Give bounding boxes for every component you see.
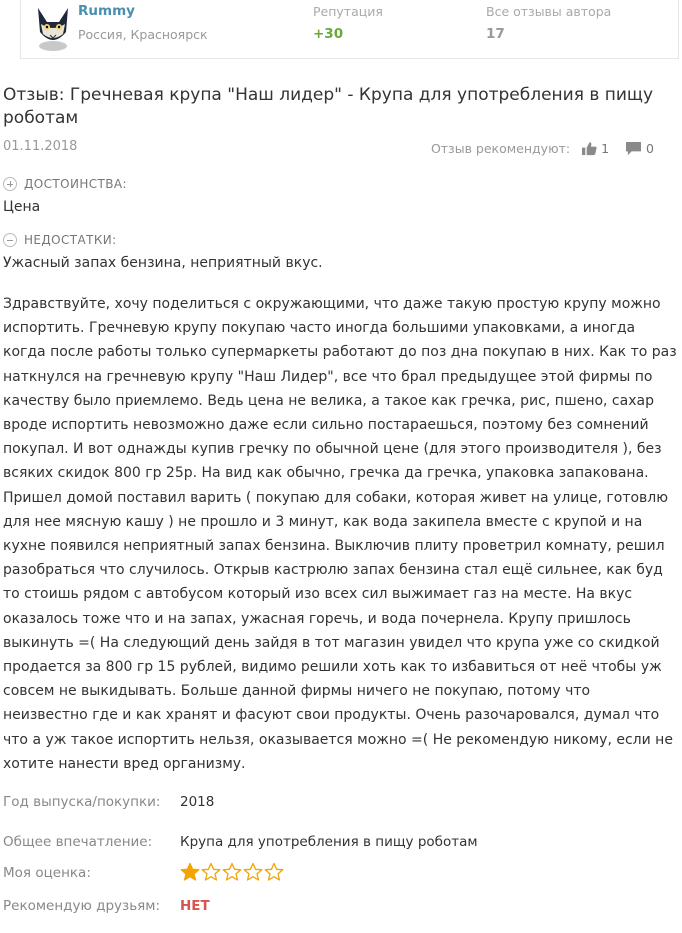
pros-label: ДОСТОИНСТВА: — [24, 177, 127, 191]
comment-icon[interactable] — [625, 141, 642, 156]
author-card — [20, 0, 679, 59]
cons-text: Ужасный запах бензина, неприятный вкус. — [3, 255, 323, 271]
review-date: 01.11.2018 — [3, 139, 78, 154]
star-empty-icon — [201, 862, 221, 882]
thumbs-up-icon[interactable] — [582, 141, 597, 156]
rating-stars — [180, 862, 285, 882]
plus-circle-icon — [3, 177, 17, 191]
all-reviews-count[interactable]: 17 — [486, 26, 505, 42]
avatar[interactable] — [28, 2, 78, 52]
impression-value: Крупа для употребления в пищу роботам — [180, 834, 478, 850]
reputation-label: Репутация — [313, 4, 383, 19]
rating-label: Моя оценка: — [3, 865, 91, 881]
recommend-label: Отзыв рекомендуют: — [430, 141, 571, 156]
pros-text: Цена — [3, 199, 41, 215]
cons-heading — [3, 233, 117, 247]
author-name[interactable]: Rummy — [78, 3, 135, 19]
pros-heading — [3, 177, 127, 191]
author-location: Россия, Красноярск — [78, 27, 208, 42]
star-empty-icon — [243, 862, 263, 882]
minus-circle-icon — [3, 233, 17, 247]
review-body: Здравствуйте, хочу поделиться с окружающими, что даже такую простую крупу можно испортить. Гречневую крупу покупаю часто иногда большими упаковками, а иногда когда после работы только супермаркеты работают до поз дна покупаю в них. Как то раз наткнулся на гречневую крупу "Наш Лидер", все что брал предыдущее этой фирмы по качеству было приемлемо. Ведь цена не велика, а такое как гречка, рис, пшено, сахар вроде испортить невозможно даже если сильно постараешься, поэтому без сомнений покупал. И вот однажды купив гречку по обычной цене (для этого производителя ), без всяких скидок 800 гр 25р. На вид как обычно, гречка да гречка, упаковка запакована. Пришел домой поставил варить ( покупаю для собаки, которая живет на улице, готовлю для нее мясную кашу ) не прошло и 3 минут, как вода закипела вместе с крупой и на кухне появился неприятный запах бензина. Выключив плиту проветрил комнату, решил разобраться что случилось. Открыв кастрюлю запах бензина стал ещё сильнее, как буд то стоишь рядом с автобусом который изо всех сил выжимает газ на месте. На вкус оказалось тоже что и на запах, ужасная горечь, и вода почернела. Крупу пришлось выкинуть =( На следующий день зайдя в тот магазин увидел что крупа уже со скидкой продается за 800 гр 15 рублей, видимо решили хоть как то избавиться от неё чтобы уж совсем не выкидывать. Больше данной фирмы ничего не покупаю, потому что неизвестно где и как хранят и фасуют свои продукты. Очень разочаровался, думал что что а уж такое испортить нельзя, оказывается можно =( Не рекомендую никому, если не хотите нанести вред организму. — [3, 296, 677, 772]
recommend-friends-value: НЕТ — [180, 898, 210, 914]
recommend-friends-label: Рекомендую друзьям: — [3, 898, 161, 914]
star-empty-icon — [264, 862, 284, 882]
likes-count: 1 — [601, 141, 610, 156]
comments-count: 0 — [646, 141, 654, 156]
year-value: 2018 — [180, 794, 215, 810]
all-reviews-label[interactable]: Все отзывы автора — [486, 4, 612, 19]
recommend-bar — [431, 141, 654, 156]
impression-label: Общее впечатление: — [3, 834, 153, 850]
review-title: Отзыв: Гречневая крупа "Наш лидер" - Крупа для употребления в пищу роботам — [3, 85, 654, 128]
star-empty-icon — [222, 862, 242, 882]
cons-label: НЕДОСТАТКИ: — [24, 233, 117, 247]
star-filled-icon — [180, 862, 200, 882]
reputation-value: +30 — [313, 26, 344, 42]
year-label: Год выпуска/покупки: — [3, 794, 161, 810]
